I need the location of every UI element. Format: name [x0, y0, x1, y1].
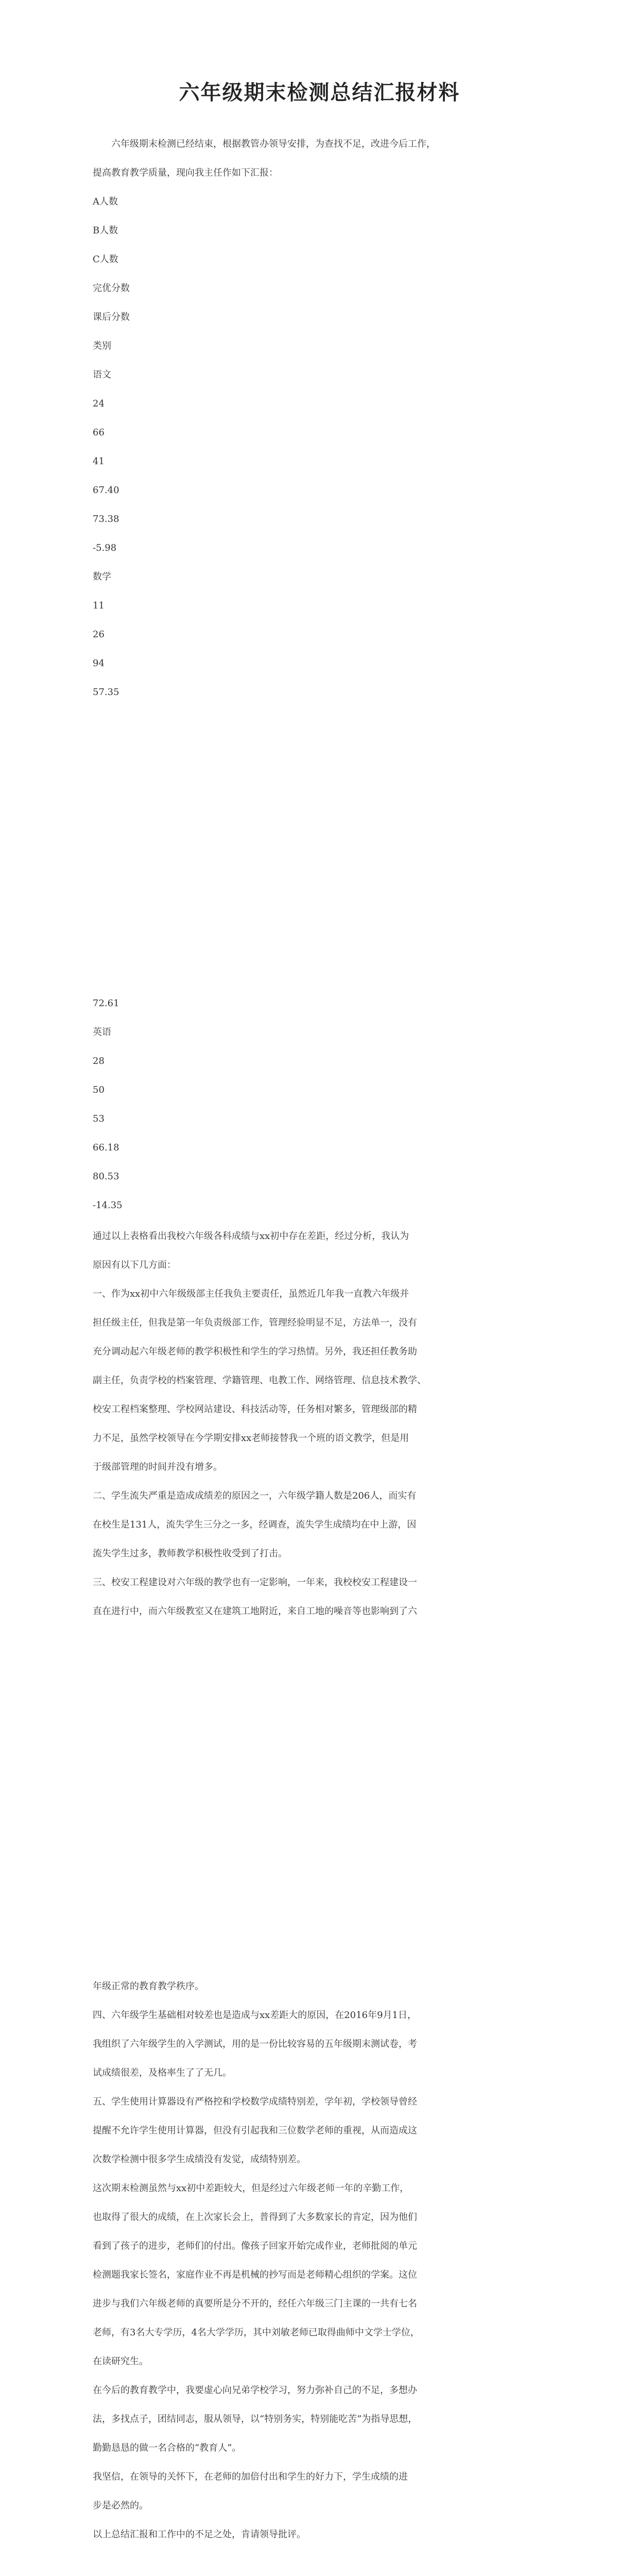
stats-top-item: 94: [93, 658, 105, 669]
stats-top-item: 26: [93, 629, 105, 640]
body-line: 二、学生流失严重是造成成绩差的原因之一，六年级学籍人数是206人，而实有: [93, 1490, 417, 1501]
stats-bottom-item: 28: [93, 1056, 105, 1066]
stats-top-item: 57.35: [93, 687, 119, 698]
stats-top-item: 课后分数: [93, 312, 130, 323]
body-line: 法，多找点子，团结同志，服从领导，以“特别务实，特别能吃苦”为指导思想，: [93, 2414, 418, 2425]
body-line: 于级部管理的时间并没有增多。: [93, 1462, 222, 1472]
body-line: 步是必然的。: [93, 2500, 148, 2511]
stats-top-item: 41: [93, 456, 105, 467]
body-line: 试成绩很差，及格率生了了无几。: [93, 2067, 232, 2078]
body-line: 提醒不允许学生使用计算器，但没有引起我和三位数学老师的重视，从而造成这: [93, 2125, 417, 2136]
stats-top-item: -5.98: [93, 543, 117, 553]
stats-top-item: 类别: [93, 341, 111, 351]
stats-bottom-item: 80.53: [93, 1171, 119, 1182]
stats-top-item: 语文: [93, 369, 111, 380]
stats-top-item: 完优分数: [93, 283, 130, 294]
body-line: 老师，有3名大专学历，4名大学学历，其中刘敏老师已取得曲师中文学士学位，: [93, 2327, 420, 2338]
stats-top-item: 数学: [93, 571, 111, 582]
body-line: 充分调动起六年级老师的教学积极性和学生的学习热情。另外，我还担任教务助: [93, 1346, 417, 1357]
body-line: 一、作为xx初中六年级级部主任我负主要责任，虽然近几年我一直教六年级并: [93, 1289, 409, 1299]
body-line: 在读研究生。: [93, 2356, 148, 2367]
stats-top-item: A人数: [93, 196, 118, 207]
body-line: 担任级主任，但我是第一年负责级部工作，管理经验明显不足，方法单一，没有: [93, 1317, 417, 1328]
stats-top-item: 67.40: [93, 485, 119, 496]
stats-bottom-item: -14.35: [93, 1200, 123, 1211]
body-line: 四、六年级学生基础相对较差也是造成与xx差距大的原因，在2016年9月1日，: [93, 2010, 417, 2021]
stats-bottom-item: 50: [93, 1084, 105, 1095]
body-line: 通过以上表格看出我校六年级各科成绩与xx初中存在差距，经过分析，我认为: [93, 1231, 409, 1242]
body-line: 三、校安工程建设对六年级的教学也有一定影响，一年来，我校校安工程建设一: [93, 1577, 417, 1588]
body-line: 五、学生使用计算器设有严格控和学校数学成绩特别差，学年初，学校领导曾经: [93, 2096, 417, 2107]
stats-top-item: B人数: [93, 225, 118, 236]
body-line: 检测题我家长签名，家庭作业不再是机械的抄写而是老师精心组织的学案。这位: [93, 2269, 417, 2280]
body-section-2: [93, 1972, 546, 2549]
body-line: 力不足，虽然学校领导在今学期安排xx老师接替我一个班的语文教学，但是用: [93, 1433, 409, 1444]
body-line: 看到了孩子的进步，老师们的付出。像孩子回家开始完成作业，老师批阅的单元: [93, 2241, 417, 2251]
stats-bottom-item: 72.61: [93, 998, 119, 1009]
stats-bottom-item: 英语: [93, 1027, 111, 1038]
body-line: 在校生是131人，流失学生三分之一多，经调查，流失学生成绩均在中上游，因: [93, 1519, 417, 1530]
body-line: 进步与我们六年级老师的真要所是分不开的，经任六年级三门主课的一共有七名: [93, 2298, 417, 2309]
stats-top-item: C人数: [93, 254, 118, 265]
intro-line-1: 六年级期末检测已经结束，根据教管办领导安排，为查找不足，改进今后工作，: [111, 139, 436, 149]
body-line: 原因有以下几方面：: [93, 1260, 176, 1270]
body-line: 以上总结汇报和工作中的不足之处，肯请领导批评。: [93, 2529, 306, 2540]
intro-line-2: 提高教育教学质量，现向我主任作如下汇报：: [93, 167, 278, 178]
body-line: 在今后的教育教学中，我要虚心向兄弟学校学习，努力弥补自己的不足，多想办: [93, 2385, 417, 2396]
body-section-1: [93, 1222, 546, 1626]
stats-bottom-item: 66.18: [93, 1142, 119, 1153]
body-line: 副主任，负责学校的档案管理、学籍管理、电教工作、网络管理、信息技术教学、: [93, 1375, 426, 1386]
body-line: 直在进行中，而六年级教室又在建筑工地附近，来自工地的噪音等也影响到了六: [93, 1606, 417, 1617]
intro-block: [93, 130, 546, 188]
body-line: 次数学检测中很多学生成绩没有发觉，成绩特别差。: [93, 2154, 306, 2165]
stats-bottom-list: [93, 989, 546, 1220]
stats-bottom-item: 53: [93, 1113, 105, 1124]
stats-top-item: 66: [93, 427, 105, 438]
body-line: 我组织了六年级学生的入学测试，用的是一份比较容易的五年级期末测试卷，考: [93, 2039, 417, 2049]
body-line: 流失学生过多，教师教学积极性收受到了打击。: [93, 1548, 287, 1559]
stats-top-item: 73.38: [93, 514, 119, 524]
document-title: 六年级期末检测总结汇报材料: [179, 80, 460, 105]
stats-top-item: 24: [93, 398, 105, 409]
body-line: 我坚信，在领导的关怀下，在老师的加倍付出和学生的好力下，学生成绩的进: [93, 2471, 408, 2482]
body-line: 年级正常的教育教学秩序。: [93, 1981, 204, 1992]
body-line: 勤勤恳恳的做一名合格的“教育人”。: [93, 2443, 241, 2453]
stats-top-list: [93, 188, 546, 707]
stats-top-item: 11: [93, 600, 105, 611]
body-line: 也取得了很大的成绩，在上次家长会上，普得到了大多数家长的肯定，因为他们: [93, 2212, 417, 2223]
body-line: 校安工程档案整理、学校网站建设、科技活动等，任务相对繁多，管理级部的精: [93, 1404, 417, 1415]
body-line: 这次期末检测虽然与xx初中差距较大，但是经过六年级老师一年的辛勤工作，: [93, 2183, 409, 2194]
